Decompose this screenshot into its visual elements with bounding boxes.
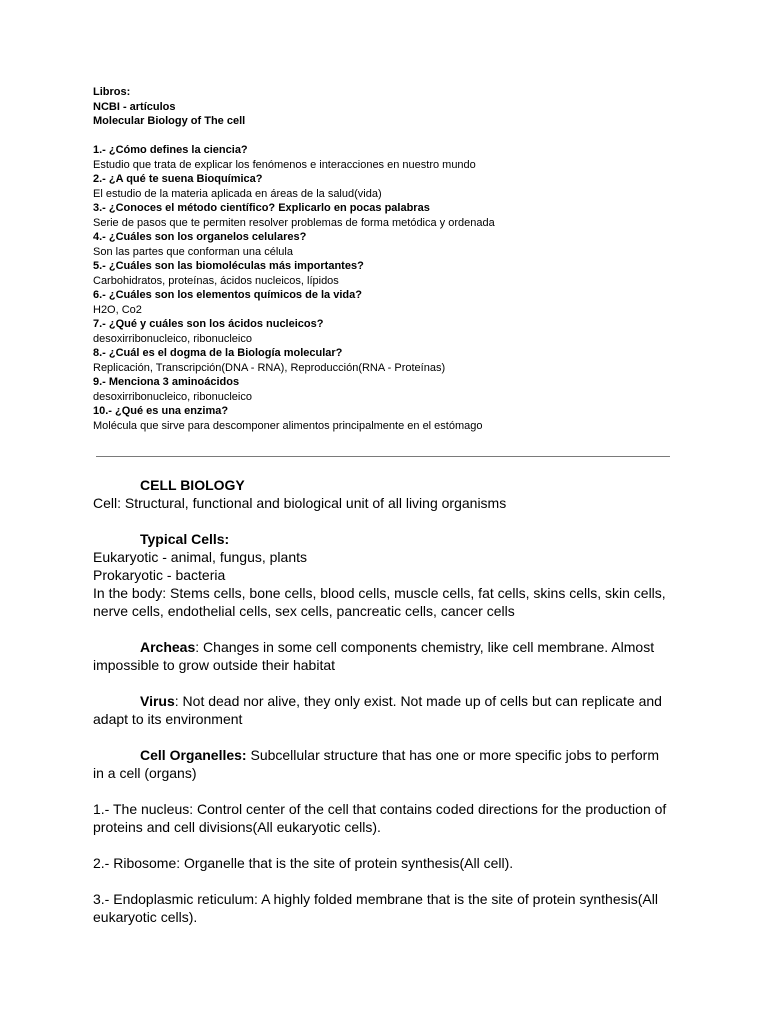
answer-7: desoxirribonucleico, ribonucleico — [93, 332, 252, 345]
organelles-text: Subcellular structure that has one or more specific jobs to perform — [246, 747, 660, 763]
question-3: 3.- ¿Conoces el método científico? Explicarlo en pocas palabras — [93, 202, 430, 214]
questionnaire-section — [93, 85, 683, 433]
body-cells-line-1: In the body: Stems cells, bone cells, blood cells, muscle cells, fat cells, skins cells, skin cells, — [93, 585, 666, 601]
cell-biology-section — [93, 476, 683, 926]
nucleus-line-2: proteins and cell divisions(All eukaryotic cells). — [93, 819, 381, 835]
archeas-text: : Changes in some cell components chemistry, like cell membrane. Almost — [195, 639, 655, 655]
answer-2: El estudio de la materia aplicada en áreas de la salud(vida) — [93, 187, 382, 200]
source-book: Molecular Biology of The cell — [93, 115, 246, 127]
archeas-paragraph-line-2: impossible to grow outside their habitat — [93, 657, 336, 673]
section-title: CELL BIOLOGY — [140, 477, 245, 493]
spacer — [93, 872, 683, 890]
archeas-paragraph-line-1 — [93, 638, 683, 656]
spacer — [93, 782, 683, 800]
prokaryotic-line: Prokaryotic - bacteria — [93, 567, 226, 583]
organelles-paragraph-line-1 — [93, 746, 683, 764]
typical-cells-heading: Typical Cells: — [140, 531, 230, 547]
spacer — [93, 620, 683, 638]
question-10: 10.- ¿Qué es una enzima? — [93, 405, 229, 417]
answer-6: H2O, Co2 — [93, 303, 142, 316]
nucleus-line-1: 1.- The nucleus: Control center of the cell that contains coded directions for the production of — [93, 801, 667, 817]
source-ncbi: NCBI - artículos — [93, 100, 176, 113]
question-1: 1.- ¿Cómo defines la ciencia? — [93, 144, 248, 156]
answer-1: Estudio que trata de explicar los fenómenos e interacciones en nuestro mundo — [93, 158, 476, 171]
organelles-term: Cell Organelles: — [140, 747, 247, 763]
virus-paragraph-line-1 — [93, 692, 683, 710]
spacer — [93, 728, 683, 746]
answer-5: Carbohidratos, proteínas, ácidos nucleicos, lípidos — [93, 274, 339, 287]
body-cells-line-2: nerve cells, endothelial cells, sex cells, pancreatic cells, cancer cells — [93, 603, 515, 619]
virus-paragraph-line-2: adapt to its environment — [93, 711, 243, 727]
answer-4: Son las partes que conforman una célula — [93, 245, 293, 258]
question-9: 9.- Menciona 3 aminoácidos — [93, 376, 240, 388]
eukaryotic-line: Eukaryotic - animal, fungus, plants — [93, 549, 307, 565]
spacer — [93, 674, 683, 692]
question-7: 7.- ¿Qué y cuáles son los ácidos nucleicos? — [93, 318, 324, 330]
answer-10: Molécula que sirve para descomponer alimentos principalmente en el estómago — [93, 419, 483, 432]
ribosome-line: 2.- Ribosome: Organelle that is the site of protein synthesis(All cell). — [93, 855, 514, 871]
question-5: 5.- ¿Cuáles son las biomoléculas más importantes? — [93, 260, 364, 272]
answer-8: Replicación, Transcripción(DNA - RNA), Reproducción(RNA - Proteínas) — [93, 361, 446, 374]
cell-definition: Cell: Structural, functional and biological unit of all living organisms — [93, 495, 507, 511]
horizontal-divider — [96, 456, 670, 457]
archeas-term: Archeas — [140, 639, 196, 655]
question-8: 8.- ¿Cuál es el dogma de la Biología molecular? — [93, 347, 343, 359]
sources-heading: Libros: — [93, 86, 131, 98]
virus-text: : Not dead nor alive, they only exist. Not made up of cells but can replicate and — [174, 693, 662, 709]
er-line-2: eukaryotic cells). — [93, 909, 198, 925]
organelles-paragraph-line-2: in a cell (organs) — [93, 765, 197, 781]
virus-term: Virus — [140, 693, 175, 709]
question-4: 4.- ¿Cuáles son los organelos celulares? — [93, 231, 307, 243]
spacer — [93, 512, 683, 530]
answer-9: desoxirribonucleico, ribonucleico — [93, 390, 252, 403]
answer-3: Serie de pasos que te permiten resolver problemas de forma metódica y ordenada — [93, 216, 495, 229]
question-2: 2.- ¿A qué te suena Bioquímica? — [93, 173, 263, 185]
er-line-1: 3.- Endoplasmic reticulum: A highly folded membrane that is the site of protein synthesis(All — [93, 891, 658, 907]
spacer — [93, 836, 683, 854]
question-6: 6.- ¿Cuáles son los elementos químicos de la vida? — [93, 289, 362, 301]
spacer — [93, 129, 683, 144]
